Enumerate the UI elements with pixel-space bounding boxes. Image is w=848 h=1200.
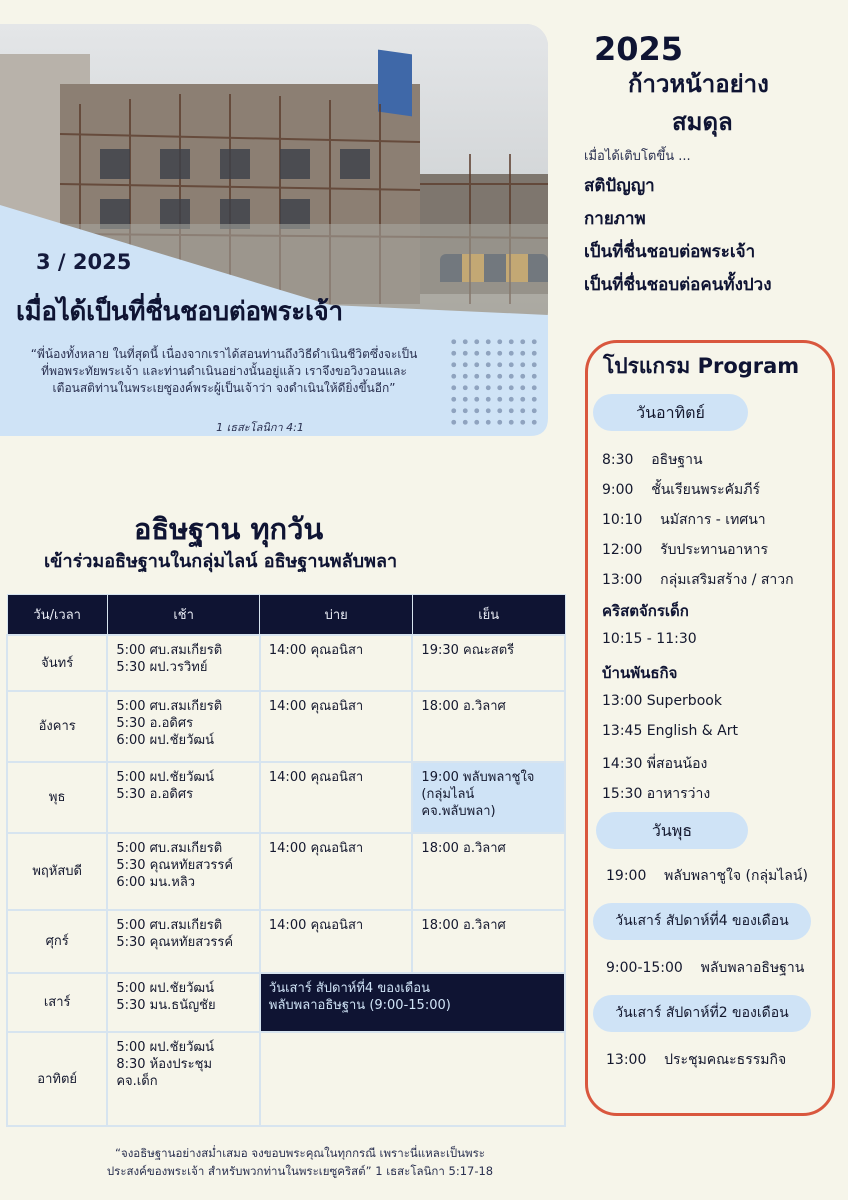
program-item: 9:00-15:00 พลับพลาอธิษฐาน: [606, 960, 805, 976]
program-title: โปรแกรม Program: [603, 354, 800, 378]
evening-cell: 19:30 คณะสตรี: [412, 635, 565, 691]
growing-label: เมื่อได้เติบโตขึ้น ...: [584, 149, 691, 164]
dot-pattern: [448, 336, 540, 428]
table-row: [7, 635, 565, 691]
closing-verse: “จงอธิษฐานอย่างสม่ำเสมอ จงขอบพระคุณในทุกกรณี เพราะนี่แหละเป็นพระ ประสงค์ของพระเจ้า สำหรับพวกท่านในพระเยซูคริสต์” 1 เธสะโลนิกา 5:17-18: [106, 1146, 494, 1178]
program-item: 10:15 - 11:30: [602, 631, 697, 647]
afternoon-cell: 14:00 คุณอนิสา: [260, 910, 413, 973]
kids-church-heading: คริสตจักรเด็ก: [602, 602, 689, 620]
year-subtitle-line2: สมดุล: [672, 108, 733, 136]
pill-wednesday: วันพุธ: [596, 812, 748, 849]
day-cell: อังคาร: [7, 691, 107, 762]
day-cell: อาทิตย์: [7, 1032, 107, 1126]
morning-cell: 5:00 ผป.ชัยวัฒน์ 5:30 อ.อดิศร: [107, 762, 260, 833]
day-cell: พุธ: [7, 762, 107, 833]
verse-reference: 1 เธสะโลนิกา 4:1: [216, 421, 304, 434]
day-cell: พฤหัสบดี: [7, 833, 107, 910]
program-item: 14:30 พี่สอนน้อง: [602, 756, 708, 772]
afternoon-cell: 14:00 คุณอนิสา: [260, 635, 413, 691]
afternoon-cell: 14:00 คุณอนิสา: [260, 691, 413, 762]
program-item: 13:00 ประชุมคณะธรรมกิจ: [606, 1052, 787, 1068]
goal-item: เป็นที่ชื่นชอบต่อพระเจ้า: [584, 242, 756, 262]
program-item: 13:00 กลุ่มเสริมสร้าง / สาวก: [602, 572, 794, 588]
program-item: 8:30 อธิษฐาน: [602, 452, 703, 468]
morning-cell: 5:00 ศบ.สมเกียรติ 5:30 ผป.วรวิทย์: [107, 635, 260, 691]
goal-item: สติปัญญา: [584, 176, 655, 196]
program-item: 12:00 รับประทานอาหาร: [602, 542, 769, 558]
program-item: 15:30 อาหารว่าง: [602, 786, 711, 802]
program-item: 19:00 พลับพลาชูใจ (กลุ่มไลน์): [606, 868, 808, 884]
afternoon-cell: 14:00 คุณอนิสา: [260, 762, 413, 833]
empty-cell: [260, 1032, 565, 1126]
table-row: [7, 833, 565, 910]
prayer-title: อธิษฐาน ทุกวัน: [134, 512, 324, 546]
table-header-row: [7, 595, 565, 636]
program-item: 10:10 นมัสการ - เทศนา: [602, 512, 766, 528]
pill-saturday-week2: วันเสาร์ สัปดาห์ที่2 ของเดือน: [593, 995, 811, 1032]
year-subtitle-line1: ก้าวหน้าอย่าง: [628, 70, 769, 98]
pill-saturday-week4: วันเสาร์ สัปดาห์ที่4 ของเดือน: [593, 903, 811, 940]
program-item: 13:45 English & Art: [602, 723, 738, 739]
day-cell: จันทร์: [7, 635, 107, 691]
table-row: [7, 973, 565, 1032]
column-header: เย็น: [412, 595, 565, 636]
table-row: [7, 1032, 565, 1126]
goal-item: กายภาพ: [584, 209, 646, 229]
column-header: วัน/เวลา: [7, 595, 107, 636]
evening-cell: 19:00 พลับพลาชูใจ (กลุ่มไลน์ คจ.พลับพลา): [412, 762, 565, 833]
table-row: [7, 691, 565, 762]
morning-cell: 5:00 ผป.ชัยวัฒน์ 8:30 ห้องประชุม คจ.เด็ก: [107, 1032, 260, 1126]
day-cell: เสาร์: [7, 973, 107, 1032]
evening-cell: 18:00 อ.วิลาศ: [412, 910, 565, 973]
year-title: 2025: [594, 30, 684, 68]
program-item: 13:00 Superbook: [602, 693, 722, 709]
afternoon-cell: 14:00 คุณอนิสา: [260, 833, 413, 910]
prayer-schedule-table: [6, 594, 566, 1127]
evening-cell: 18:00 อ.วิลาศ: [412, 691, 565, 762]
morning-cell: 5:00 ศบ.สมเกียรติ 5:30 คุณหทัยสวรรค์ 6:00 มน.หลิว: [107, 833, 260, 910]
mission-house-heading: บ้านพันธกิจ: [602, 664, 678, 682]
evening-cell: 18:00 อ.วิลาศ: [412, 833, 565, 910]
day-cell: ศุกร์: [7, 910, 107, 973]
column-header: บ่าย: [260, 595, 413, 636]
table-row: [7, 762, 565, 833]
morning-cell: 5:00 ผป.ชัยวัฒน์ 5:30 มน.ธนัญชัย: [107, 973, 260, 1032]
goal-item: เป็นที่ชื่นชอบต่อคนทั้งปวง: [584, 275, 772, 295]
issue-theme: เมื่อได้เป็นที่ชื่นชอบต่อพระเจ้า: [16, 297, 343, 327]
program-item: 9:00 ชั้นเรียนพระคัมภีร์: [602, 482, 760, 498]
table-row: [7, 910, 565, 973]
morning-cell: 5:00 ศบ.สมเกียรติ 5:30 คุณหทัยสวรรค์: [107, 910, 260, 973]
issue-number: 3 / 2025: [36, 250, 132, 274]
prayer-subtitle: เข้าร่วมอธิษฐานในกลุ่มไลน์ อธิษฐานพลับพลา: [44, 551, 398, 572]
saturday-special-cell: วันเสาร์ สัปดาห์ที่4 ของเดือน พลับพลาอธิษฐาน (9:00-15:00): [260, 973, 565, 1032]
morning-cell: 5:00 ศบ.สมเกียรติ 5:30 อ.อดิศร 6:00 ผป.ชัยวัฒน์: [107, 691, 260, 762]
pill-sunday: วันอาทิตย์: [593, 394, 748, 431]
column-header: เช้า: [107, 595, 260, 636]
opening-verse: “พี่น้องทั้งหลาย ในที่สุดนี้ เนื่องจากเราได้สอนท่านถึงวิธีดำเนินชีวิตซึ่งจะเป็น ที่พอพระทัยพระเจ้า และท่านดำเนินอย่างนั้นอยู่แล้ว เราจึงขอวิงวอนและ เตือนสติท่านในพระเยซูองค์พระผู้เป็นเจ้าว่า จงดำเนินให้ดียิ่งขึ้นอีก”: [30, 347, 418, 395]
